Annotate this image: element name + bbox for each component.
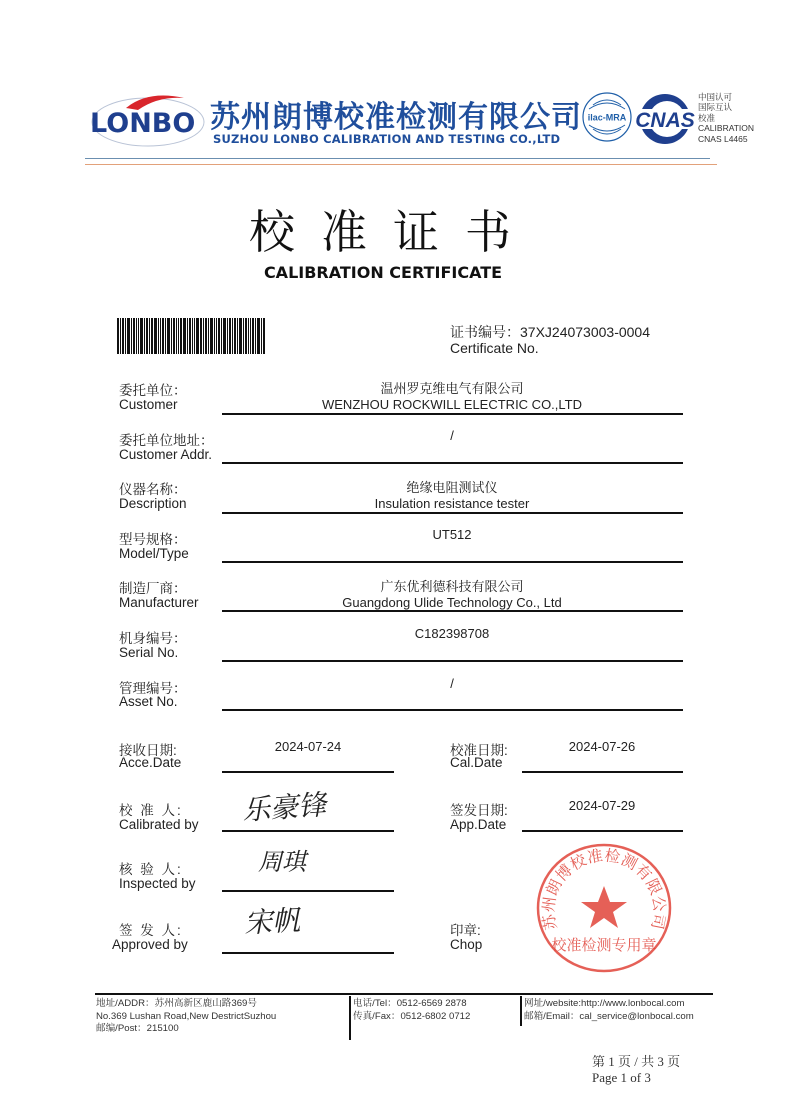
cal-date-value: 2024-07-26 xyxy=(568,739,636,754)
footer-tel: 电话/Tel：0512-6569 2878 xyxy=(353,998,467,1009)
lonbo-logo xyxy=(88,88,206,150)
cnas-line: 中国认可 xyxy=(698,92,733,102)
header-rule-blue xyxy=(85,158,710,159)
footer-fax: 传真/Fax：0512-6802 0712 xyxy=(353,1010,471,1022)
customer-addr-underline xyxy=(222,462,683,464)
calibrated-by-signature: 乐豪锋 xyxy=(241,788,328,827)
model-value: UT512 xyxy=(432,527,472,542)
acce-date-value: 2024-07-24 xyxy=(274,739,342,754)
customer-addr-value: / xyxy=(450,428,454,443)
certificate-number-value: 37XJ24073003-0004 xyxy=(520,324,651,340)
customer-value-en: WENZHOU ROCKWILL ELECTRIC CO.,LTD xyxy=(321,397,583,412)
cal-date-label-cn: 校准日期: xyxy=(450,743,508,758)
model-label-en: Model/Type xyxy=(119,546,189,561)
certificate-number xyxy=(450,322,650,342)
serial-value: C182398708 xyxy=(414,626,490,641)
cnas-line: 校准 xyxy=(698,112,716,123)
app-date-value: 2024-07-29 xyxy=(568,798,636,813)
barcode xyxy=(117,318,307,354)
inspected-by-label-cn: 核 验 人: xyxy=(119,862,183,877)
customer-value-cn: 温州罗克维电气有限公司 xyxy=(380,381,524,396)
manufacturer-underline xyxy=(222,610,683,612)
footer-address-en: No.369 Lushan Road,New DestrictSuzhou xyxy=(96,1010,277,1022)
footer-separator xyxy=(349,996,351,1040)
approved-by-underline xyxy=(222,952,394,954)
customer-label-en: Customer xyxy=(119,397,178,412)
title-cn: 校准证书 xyxy=(249,205,537,259)
certificate-number-label: 证书编号： xyxy=(450,324,520,340)
cnas-icon xyxy=(634,92,696,146)
acce-date-underline xyxy=(222,771,394,773)
serial-label-en: Serial No. xyxy=(119,645,179,660)
header-rule-orange xyxy=(85,164,717,165)
cnas-line: CALIBRATION xyxy=(698,123,755,134)
page-number-en: Page 1 of 3 xyxy=(592,1070,651,1085)
calibrated-by-label-en: Calibrated by xyxy=(119,817,199,832)
ilac-mra-icon xyxy=(581,91,633,143)
company-name-cn: 苏州朗博校准检测有限公司 xyxy=(210,100,582,135)
customer-addr-label-cn: 委托单位地址： xyxy=(119,433,214,448)
svg-text:ilac-MRA: ilac-MRA xyxy=(587,112,627,123)
chop-label-cn: 印章: xyxy=(450,923,481,938)
cnas-line: CNAS L4465 xyxy=(698,133,748,144)
cnas-line: 国际互认 xyxy=(698,102,733,113)
app-date-label-cn: 签发日期: xyxy=(450,803,508,818)
svg-text:校准检测专用章: 校准检测专用章 xyxy=(551,936,657,954)
model-underline xyxy=(222,561,683,563)
asset-label-cn: 管理编号： xyxy=(119,681,187,696)
certificate-number-label-en: Certificate No. xyxy=(450,340,539,356)
acce-date-label-en: Acce.Date xyxy=(119,755,182,770)
asset-value: / xyxy=(450,676,454,691)
serial-label-cn: 机身编号： xyxy=(119,631,187,646)
app-date-underline xyxy=(522,830,683,832)
footer-address-cn: 地址/ADDR：苏州高新区鹿山路369号 xyxy=(96,998,257,1009)
footer-website-link[interactable]: 网址/website:http://www.lonbocal.com xyxy=(524,998,685,1009)
company-seal-icon xyxy=(535,842,673,974)
description-value-en: Insulation resistance tester xyxy=(374,496,530,511)
cnas-accreditation-text xyxy=(698,92,754,144)
cal-date-underline xyxy=(522,771,683,773)
description-value-cn: 绝缘电阻测试仪 xyxy=(406,480,498,495)
svg-text:CNAS: CNAS xyxy=(635,109,695,132)
title-en: CALIBRATION CERTIFICATE xyxy=(263,263,503,282)
app-date-label-en: App.Date xyxy=(450,817,507,832)
footer-rule xyxy=(95,993,713,995)
footer-contact xyxy=(353,998,470,1023)
approved-by-label-en: Approved by xyxy=(112,937,188,952)
approved-by-label-cn: 签 发 人: xyxy=(119,923,183,938)
chop-label-en: Chop xyxy=(450,937,483,952)
inspected-by-underline xyxy=(222,890,394,892)
page-number-cn: 第 1 页 / 共 3 页 xyxy=(592,1054,681,1069)
description-underline xyxy=(222,512,683,514)
customer-underline xyxy=(222,413,683,415)
logo-text: LONBO xyxy=(90,108,196,139)
footer-email-link[interactable]: 邮箱/Email：cal_service@lonbocal.com xyxy=(524,1010,694,1022)
serial-underline xyxy=(222,660,683,662)
description-label-cn: 仪器名称： xyxy=(119,482,187,497)
customer-addr-label-en: Customer Addr. xyxy=(119,447,213,462)
company-name-en: SUZHOU LONBO CALIBRATION AND TESTING CO.,LTD xyxy=(213,132,561,146)
approved-by-signature: 宋帆 xyxy=(243,903,301,940)
asset-label-en: Asset No. xyxy=(119,694,178,709)
acce-date-label-cn: 接收日期: xyxy=(119,743,177,758)
model-label-cn: 型号规格： xyxy=(119,532,187,547)
manufacturer-value-cn: 广东优利德科技有限公司 xyxy=(380,579,524,594)
cal-date-label-en: Cal.Date xyxy=(450,755,503,770)
footer-separator xyxy=(520,996,522,1026)
footer-postcode: 邮编/Post：215100 xyxy=(96,1023,179,1034)
inspected-by-signature: 周琪 xyxy=(258,848,306,876)
asset-underline xyxy=(222,709,683,711)
customer-label-cn: 委托单位： xyxy=(119,383,187,398)
description-label-en: Description xyxy=(119,496,187,511)
manufacturer-label-en: Manufacturer xyxy=(119,595,199,610)
calibrated-by-underline xyxy=(222,830,394,832)
inspected-by-label-en: Inspected by xyxy=(119,876,196,891)
manufacturer-label-cn: 制造厂商： xyxy=(119,581,187,596)
calibrated-by-label-cn: 校 准 人: xyxy=(119,803,183,818)
svg-text:苏州朗博校准检测有限公司: 苏州朗博校准检测有限公司 xyxy=(539,846,669,932)
footer-address xyxy=(96,998,276,1036)
manufacturer-value-en: Guangdong Ulide Technology Co., Ltd xyxy=(342,595,562,610)
footer-web xyxy=(524,998,694,1023)
